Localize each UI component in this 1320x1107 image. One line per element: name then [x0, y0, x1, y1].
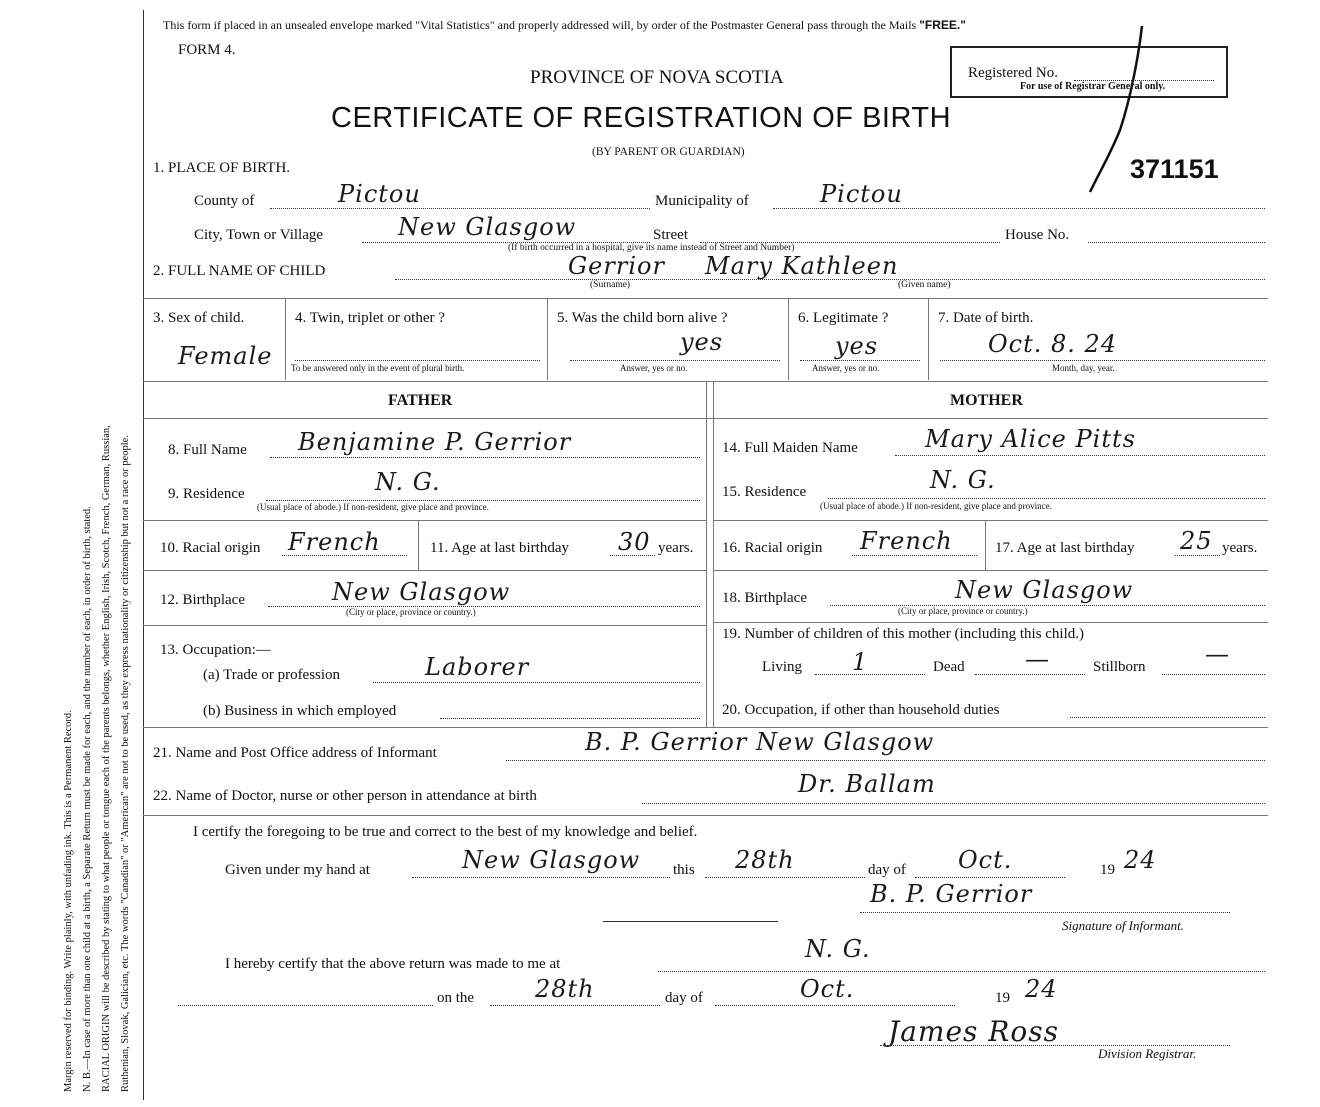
informant-label: 21. Name and Post Office address of Informant: [153, 745, 437, 761]
mother-birthplace-label: 18. Birthplace: [722, 590, 807, 606]
registered-no-label: Registered No.: [968, 65, 1058, 81]
mother-residence-value: N. G.: [930, 466, 996, 494]
mother-occupation-label: 20. Occupation, if other than household duties: [722, 702, 1000, 718]
father-business-label: (b) Business in which employed: [203, 703, 397, 719]
dead-label: Dead: [933, 659, 965, 675]
this-label: this: [673, 862, 695, 878]
page-title: CERTIFICATE OF REGISTRATION OF BIRTH: [331, 102, 952, 134]
legitimate-value: yes: [835, 332, 879, 360]
child-name-label: 2. FULL NAME OF CHILD: [153, 263, 326, 279]
on-the-label: on the: [437, 990, 475, 1006]
registrar-signature: James Ross: [888, 1015, 1059, 1048]
mother-name-value: Mary Alice Pitts: [925, 425, 1136, 453]
sex-label: 3. Sex of child.: [153, 310, 245, 326]
registrar-month-value: Oct.: [800, 975, 855, 1003]
mother-racial-value: French: [860, 527, 953, 555]
county-label: County of: [194, 193, 255, 209]
given-at-label: Given under my hand at: [225, 862, 370, 878]
house-no-label: House No.: [1005, 227, 1070, 243]
registrar-note: For use of Registrar General only.: [1020, 81, 1166, 92]
day-of-label: day of: [868, 862, 906, 878]
doctor-label: 22. Name of Doctor, nurse or other person in attendance at birth: [153, 788, 537, 804]
father-occupation-label: 13. Occupation:—: [160, 642, 271, 658]
mother-age-label: 17. Age at last birthday: [995, 540, 1135, 556]
mother-racial-label: 16. Racial origin: [722, 540, 823, 556]
page-subtitle: (BY PARENT OR GUARDIAN): [592, 146, 745, 158]
street-note: (If birth occurred in a hospital, give its name instead of Street and Number): [508, 243, 795, 253]
father-birthplace-label: 12. Birthplace: [160, 592, 245, 608]
division-registrar-label: Division Registrar.: [1098, 1046, 1197, 1061]
mother-birthplace-note: (City or place, province or country.): [898, 606, 1028, 616]
registrar-place-value: N. G.: [805, 935, 871, 963]
father-name-value: Benjamine P. Gerrior: [298, 428, 572, 456]
child-surname: Gerrior: [568, 252, 665, 280]
margin-note-racial-origin-1: RACIAL ORIGIN will be described by stating to what people or tongue each of the parents belongs, whether English, Irish, Scotch, French, German, Russian,: [101, 425, 112, 1092]
twin-note: To be answered only in the event of plural birth.: [291, 363, 465, 373]
legitimate-note: Answer, yes or no.: [812, 363, 880, 373]
father-age-value: 30: [618, 528, 651, 556]
reg-day-of-label: day of: [665, 990, 703, 1006]
father-residence-value: N. G.: [375, 468, 441, 496]
registrar-statement: I hereby certify that the above return was made to me at: [225, 956, 561, 972]
father-racial-value: French: [288, 528, 381, 556]
father-residence-note: (Usual place of abode.) If non-resident, give place and province.: [257, 502, 489, 512]
father-birthplace-note: (City or place, province or country.): [346, 607, 476, 617]
given-month-value: Oct.: [958, 846, 1013, 874]
father-heading: FATHER: [388, 392, 453, 409]
date-of-birth-label: 7. Date of birth.: [938, 310, 1034, 326]
dead-value: —: [1025, 645, 1050, 673]
child-given-name: Mary Kathleen: [705, 252, 899, 280]
father-age-label: 11. Age at last birthday: [430, 540, 569, 556]
mother-years-label: years.: [1222, 540, 1258, 556]
mother-heading: MOTHER: [950, 392, 1023, 409]
informant-value: B. P. Gerrior New Glasgow: [585, 728, 935, 756]
mother-residence-note: (Usual place of abode.) If non-resident, give place and province.: [820, 501, 1052, 511]
municipality-value: Pictou: [820, 180, 903, 208]
father-trade-label: (a) Trade or profession: [203, 667, 341, 683]
surname-note: (Surname): [590, 280, 631, 290]
father-years-label: years.: [658, 540, 694, 556]
certification-statement: I certify the foregoing to be true and correct to the best of my knowledge and belief.: [193, 824, 698, 840]
registrar-day-value: 28th: [535, 975, 595, 1003]
mother-age-value: 25: [1180, 527, 1213, 555]
born-alive-note: Answer, yes or no.: [620, 363, 688, 373]
mother-name-label: 14. Full Maiden Name: [722, 440, 858, 456]
form-number: FORM 4.: [178, 42, 236, 58]
born-alive-label: 5. Was the child born alive ?: [557, 310, 728, 326]
date-of-birth-note: Month, day, year.: [1052, 363, 1115, 373]
city-label: City, Town or Village: [194, 227, 324, 243]
city-value: New Glasgow: [398, 213, 577, 241]
father-name-label: 8. Full Name: [168, 442, 247, 458]
margin-note-binding: Margin reserved for binding. Write plainly, with unfading ink. This is a Permanent Record.: [63, 710, 74, 1092]
father-racial-label: 10. Racial origin: [160, 540, 261, 556]
margin-note-multiple-births: N. B.—In case of more than one child at a birth, a Separate Return must be made for each, and the number of each, in order of birth, stated.: [82, 506, 93, 1092]
father-trade-value: Laborer: [425, 653, 530, 681]
left-border: [143, 10, 144, 1100]
born-alive-value: yes: [680, 328, 724, 356]
informant-signature: B. P. Gerrior: [870, 880, 1033, 908]
father-birthplace-value: New Glasgow: [332, 578, 511, 606]
year-prefix: 19: [1100, 862, 1115, 878]
mother-residence-label: 15. Residence: [722, 484, 807, 500]
given-place-value: New Glasgow: [462, 846, 641, 874]
given-day-value: 28th: [735, 846, 795, 874]
living-label: Living: [762, 659, 802, 675]
stillborn-label: Stillborn: [1093, 659, 1146, 675]
legitimate-label: 6. Legitimate ?: [798, 310, 889, 326]
date-of-birth-value: Oct. 8. 24: [988, 330, 1118, 358]
reg-year-prefix: 19: [995, 990, 1010, 1006]
province-heading: PROVINCE OF NOVA SCOTIA: [530, 67, 784, 88]
registration-number: 371151: [1130, 154, 1219, 184]
municipality-label: Municipality of: [655, 193, 749, 209]
mother-children-label: 19. Number of children of this mother (including this child.): [722, 626, 1085, 642]
sex-value: Female: [178, 342, 273, 370]
registrar-year-value: 24: [1025, 975, 1058, 1003]
informant-signature-label: Signature of Informant.: [1062, 918, 1184, 933]
doctor-value: Dr. Ballam: [798, 770, 936, 798]
mother-birthplace-value: New Glasgow: [955, 576, 1134, 604]
father-residence-label: 9. Residence: [168, 486, 245, 502]
twin-label: 4. Twin, triplet or other ?: [295, 310, 445, 326]
street-label: Street: [653, 227, 688, 243]
living-value: 1: [852, 648, 869, 676]
given-name-note: (Given name): [898, 280, 951, 290]
stillborn-value: —: [1205, 640, 1230, 668]
postal-notice: This form if placed in an unsealed envelope marked "Vital Statistics" and properly addressed will, by order of the Postmaster General pass through the Mails "FREE.": [163, 18, 966, 32]
given-year-value: 24: [1124, 846, 1157, 874]
place-of-birth-label: 1. PLACE OF BIRTH.: [153, 160, 291, 176]
margin-note-racial-origin-2: Ruthenian, Slovak, Galician, etc. The words "Canadian" or "American" are not to be used, as they express nationality or citizenship but not a race or people.: [120, 435, 131, 1092]
county-value: Pictou: [338, 180, 421, 208]
